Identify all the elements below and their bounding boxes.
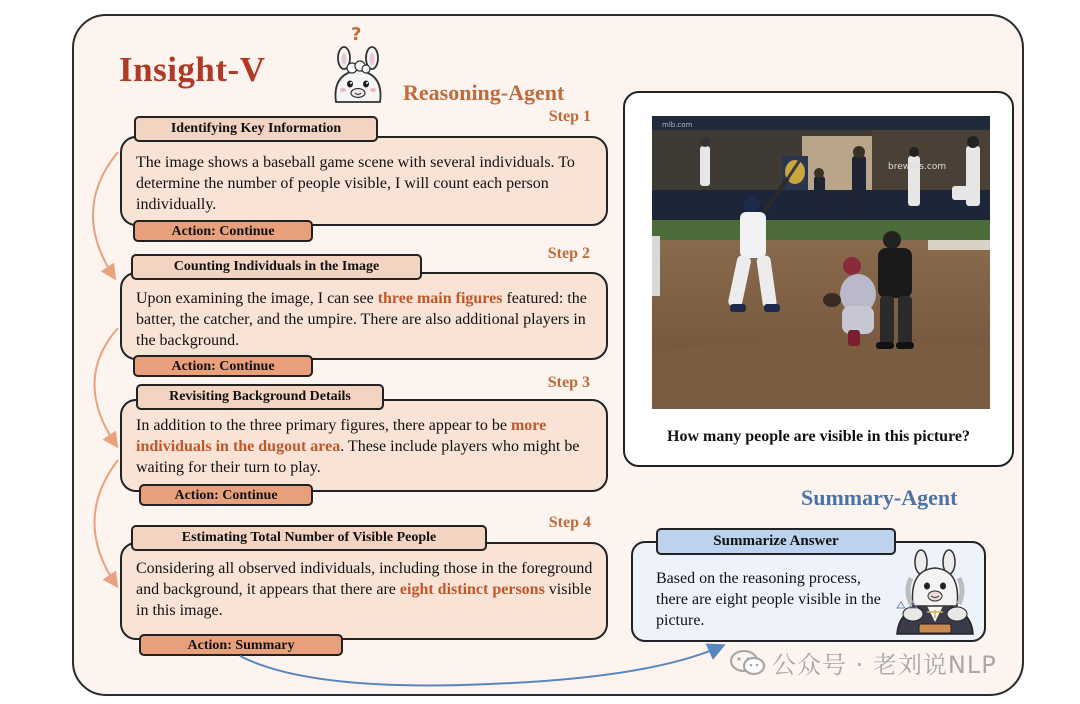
- signage-brewers: brewers.com: [888, 162, 947, 172]
- step-1-label: Step 1: [548, 108, 591, 125]
- signage-mlb: mlb.com: [662, 121, 693, 129]
- llama-judge-icon: [893, 548, 977, 636]
- step-4-text-before: Considering all observed individuals, including those in the foreground and background, it appears that there are: [136, 560, 593, 598]
- step-1-action: Action: Continue: [133, 220, 313, 242]
- svg-text:?: ?: [351, 24, 362, 45]
- step-3-highlight: more individuals in the dugout area: [136, 417, 547, 455]
- step-3-label: Step 3: [547, 374, 590, 391]
- step-3-action: Action: Continue: [139, 484, 313, 506]
- step-2-text-before: Upon examining the image, I can see: [136, 290, 378, 307]
- step-2-heading: Counting Individuals in the Image: [131, 254, 422, 280]
- step-4-highlight: eight distinct persons: [399, 581, 545, 598]
- watermark: [730, 645, 997, 680]
- step-2-highlight: three main figures: [377, 290, 503, 307]
- wechat-icon: [730, 649, 766, 677]
- step-3-text-after: . These include players who might be waiting for their turn to play.: [136, 438, 580, 476]
- step-3-box: [120, 399, 608, 492]
- summary-text: Based on the reasoning process, there are eight people visible in the picture.: [656, 570, 881, 629]
- reasoning-agent-title: Reasoning-Agent: [403, 80, 565, 105]
- step-4-action: Action: Summary: [139, 634, 343, 656]
- summary-agent-title: Summary-Agent: [801, 485, 958, 510]
- step-3-heading: Revisiting Background Details: [136, 384, 384, 410]
- step-2-action: Action: Continue: [133, 355, 313, 377]
- baseball-game-photo: [652, 116, 990, 409]
- step-4-label: Step 4: [548, 514, 591, 531]
- step-1-heading: Identifying Key Information: [134, 116, 378, 142]
- step-4-text-after: visible in this image.: [136, 581, 592, 619]
- step-4-heading: Estimating Total Number of Visible People: [131, 525, 487, 551]
- step-1-text: The image shows a baseball game scene with several individuals. To determine the number of people visible, I will count each person individually.: [136, 154, 575, 213]
- step-1-box: [120, 136, 608, 226]
- step-2-text-after: featured: the batter, the catcher, and the umpire. There are also additional players in the background.: [136, 290, 587, 349]
- image-question: How many people are visible in this picture?: [667, 428, 970, 445]
- step-2-box: [120, 272, 608, 360]
- summary-heading: Summarize Answer: [656, 528, 896, 555]
- step-3-text-before: In addition to the three primary figures, there appear to be: [136, 417, 511, 434]
- llama-question-icon: [330, 24, 386, 108]
- step-2-label: Step 2: [547, 245, 590, 262]
- watermark-text: 公众号 · 老刘说NLP: [772, 651, 997, 679]
- app-title: Insight-V: [119, 50, 266, 89]
